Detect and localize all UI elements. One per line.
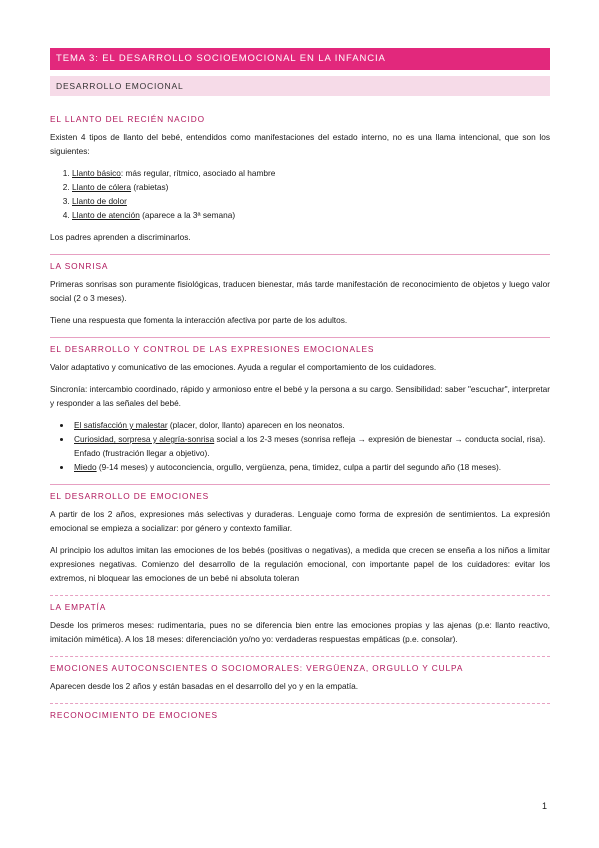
section-sonrisa	[50, 254, 550, 327]
page-number: 1	[541, 801, 547, 811]
section-title: DESARROLLO EMOCIONAL	[50, 76, 550, 96]
list-text: (aparece a la 3ª semana)	[139, 210, 236, 220]
heading-empatia: LA EMPATÍA	[50, 602, 107, 612]
heading-sonrisa: LA SONRISA	[50, 261, 109, 271]
section-llanto	[50, 108, 550, 244]
list-term: El satisfacción y malestar	[74, 420, 168, 430]
heading-desarrollo-emociones: EL DESARROLLO DE EMOCIONES	[50, 491, 210, 501]
paragraph: Tiene una respuesta que fomenta la interacción afectiva por parte de los adultos.	[50, 315, 348, 325]
paragraph: Desde los primeros meses: rudimentaria, pues no se diferencia bien entre las emociones propias y las ajenas (p.e: llanto reactivo, imitación mimética). A los 18 meses: diferenciación yo/no yo: verdaderas respuestas empáticas (p.e. consolar).	[50, 620, 550, 644]
heading-reconocimiento: RECONOCIMIENTO DE EMOCIONES	[50, 710, 218, 720]
list-term: Llanto de cólera	[72, 182, 132, 192]
list-text: (rabietas)	[131, 182, 169, 192]
list-term: Llanto de dolor	[72, 196, 127, 206]
paragraph: Al principio los adultos imitan las emociones de los bebés (positivas o negativas), a medida que crecen se enseña a los niños a limitar expresiones negativas. Comienzo del desarrollo de la regulación emocional, con importante papel de los cuidadores: evitar los extremos, ni bloquear las emociones de un bebé ni absoluta toleran	[50, 545, 550, 583]
paragraph: Primeras sonrisas son puramente fisiológicas, traducen bienestar, más tarde manifestación de reconocimiento de objetos y luego valor social (2 o 3 meses).	[50, 279, 550, 303]
paragraph: Aparecen desde los 2 años y están basadas en el desarrollo del yo y en la empatía.	[50, 681, 359, 691]
list-item	[72, 460, 550, 474]
list-text: (placer, dolor, llanto) aparecen en los neonatos.	[167, 420, 345, 430]
section-expresiones	[50, 337, 550, 474]
list-item	[72, 208, 550, 222]
section-autoconscientes	[50, 656, 550, 693]
heading-llanto: EL LLANTO DEL RECIÉN NACIDO	[50, 114, 205, 124]
list-item	[72, 432, 550, 460]
paragraph: Valor adaptativo y comunicativo de las emociones. Ayuda a regular el comportamiento de los cuidadores.	[50, 362, 437, 372]
list-item	[72, 418, 550, 432]
section-empatia	[50, 595, 550, 646]
heading-autoconscientes: EMOCIONES AUTOCONSCIENTES O SOCIOMORALES: VERGÜENZA, ORGULLO Y CULPA	[50, 663, 464, 673]
list-text: (9-14 meses) y autoconciencia, orgullo, vergüenza, pena, timidez, culpa a partir del segundo año (18 meses).	[96, 462, 502, 472]
chapter-title: TEMA 3: EL DESARROLLO SOCIOEMOCIONAL EN LA INFANCIA	[50, 48, 550, 70]
list-text: : más regular, rítmico, asociado al hambre	[120, 168, 276, 178]
paragraph: Sincronía: intercambio coordinado, rápido y armonioso entre el bebé y la persona a su cargo. Sensibilidad: saber "escuchar", interpretar y responder a las señales del bebé.	[50, 384, 550, 408]
emotions-list	[50, 418, 550, 474]
list-item	[72, 194, 550, 208]
paragraph: Existen 4 tipos de llanto del bebé, entendidos como manifestaciones del estado interno, no es una llama intencional, que son los siguientes:	[50, 132, 550, 156]
llanto-list	[50, 166, 550, 222]
heading-expresiones: EL DESARROLLO Y CONTROL DE LAS EXPRESIONES EMOCIONALES	[50, 344, 375, 354]
section-reconocimiento	[50, 703, 550, 720]
paragraph: Los padres aprenden a discriminarlos.	[50, 232, 191, 242]
section-desarrollo-emociones	[50, 484, 550, 585]
list-item	[72, 166, 550, 180]
list-item	[72, 180, 550, 194]
document-page	[50, 48, 550, 726]
paragraph: A partir de los 2 años, expresiones más selectivas y duraderas. Lenguaje como forma de expresión de sentimientos. La expresión emocional se empieza a socializar: por género y contexto familiar.	[50, 509, 550, 533]
list-term: Miedo	[74, 462, 97, 472]
list-term: Llanto básico	[72, 168, 121, 178]
list-term: Curiosidad, sorpresa y alegría-sonrisa	[74, 434, 215, 444]
list-text: social a los 2-3 meses (sonrisa refleja → expresión de bienestar → conducta social, risa). Enfado (frustración llegar a objetivo).	[74, 434, 546, 458]
list-term: Llanto de atención	[72, 210, 140, 220]
